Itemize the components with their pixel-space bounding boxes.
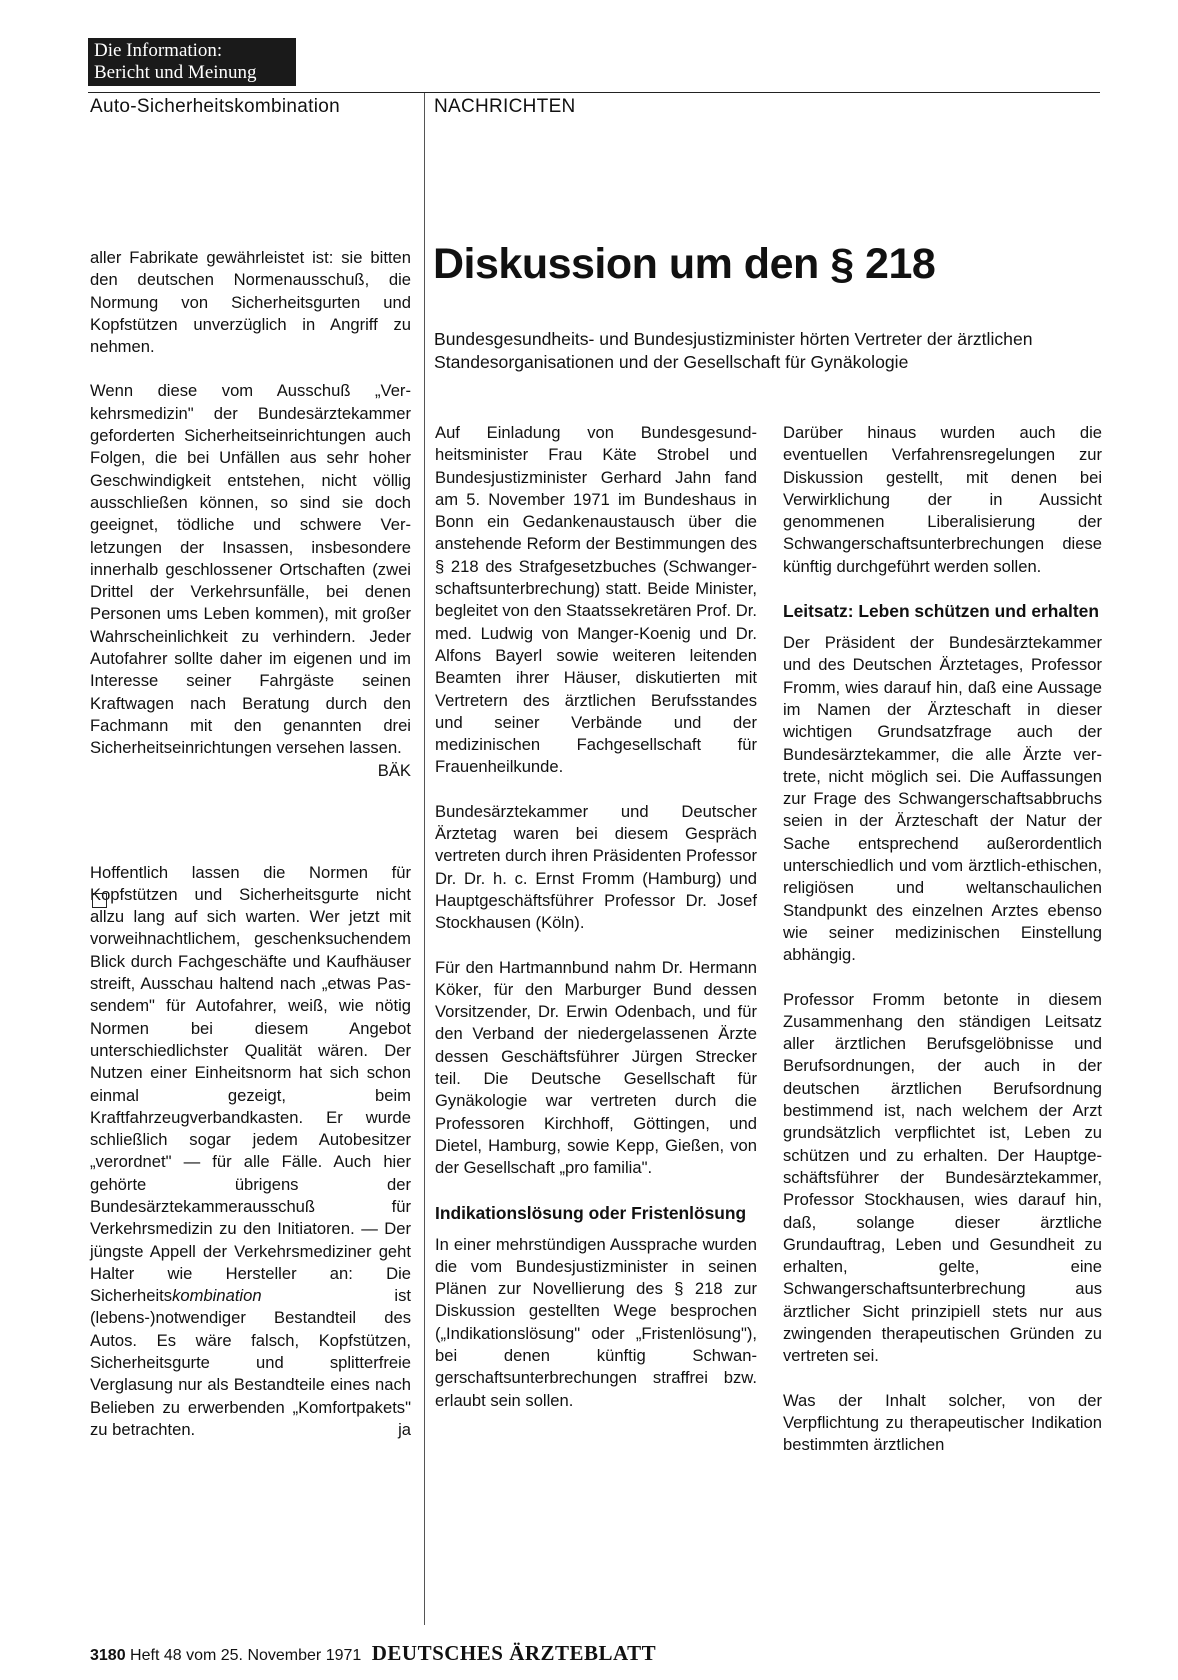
left-paragraph-2-text: Wenn diese vom Ausschuß „Verkehrsmedizin" der Bundesärztekammer geforderten Sicherheitseinrichtungen auch Folgen, die bei Unfällen aus sehr hoher Geschwindigkeit entstehen, nicht völlig ausschließen können, so sind sie doch geeignet, tödliche und schwere Verletzungen der Insassen, insbesondere innerhalb geschlossener Ortschaften (zwei Drittel der Verkehrsunfälle, bei denen Personen ums Leben kommen), mit großer Wahrscheinlichkeit zu verhindern. Jeder Autofahrer sollte daher im eigenen und im Interesse seiner Fahrgäste seinen Kraftwagen nach Beratung durch den Fachmann mit den genannten drei Sicherheitseinrichtungen versehen lassen. <box>90 381 411 758</box>
left-paragraph-3-emphasis: kombination <box>172 1286 262 1306</box>
article-subtitle: Bundesgesundheits- und Bundesjustizminister hörten Vertreter der ärztlichen Standesorganisationen und der Gesellschaft für Gynäkologie <box>434 329 1033 372</box>
left-paragraph-3-a: Hoffentlich lassen die Normen für Kopfstützen und Sicherheitsgurte nicht allzu lang auf sich warten. Wer jetzt mit vorweihnachtlichem, geschenksuchendem Blick durch Fachgeschäfte und Kaufhäuser streift, Ausschau haltend nach „etwas Passendem" für Autofahrer, weiß, wie nötig Normen bei diesem Angebot unterschiedlichster Qualität wären. Der Nutzen einer Einheitsnorm hat sich schon einmal gezeigt, beim Kraftfahrzeugverbandkasten. Er wurde schließlich sogar jedem Autobesitzer „verordnet" — für alle Fälle. Auch hier gehörte übrigens der Bundesärztekammerausschuß für Verkehrsmedizin zu den Initiatoren. — Der jüngste Appell der Verkehrsmediziner geht Halter wie Hersteller an: Die Sicherheits <box>90 862 411 1306</box>
subheading-leitsatz: Leitsatz: Leben schützen und erhalten <box>783 601 1099 622</box>
left-column <box>90 247 411 1463</box>
magazine-name: DEUTSCHES ÄRZTEBLATT <box>371 1641 657 1665</box>
page-footer <box>90 1641 656 1666</box>
rubric-box <box>88 38 296 86</box>
right-paragraph-1: Darüber hinaus wurden auch die eventuellen Verfahrensregelungen zur Diskussion gestellt, mit denen bei Verwirklichung der in Aussicht genommenen Liberalisierung der Schwangerschaftsunterbrechungen diese künftig durchgeführt werden sollen. <box>783 423 1102 576</box>
left-paragraph-3 <box>90 862 411 1442</box>
top-rule <box>88 92 1100 93</box>
left-paragraph-3-b: ist (lebens-)notwendiger Bestandteil des Autos. Es wäre falsch, Kopfstützen, Sicherheitsgurte und splitterfreie Verglasung nur als Bestandteile eines nach Belieben zu erwerbenden „Komfortpakets" zu betrachten. <box>90 1286 411 1439</box>
right-paragraph-2: Der Präsident der Bundesärztekammer und des Deutschen Ärztetages, Professor Fromm, wies darauf hin, daß eine Aussage im Namen der Ärzteschaft in dieser wichtigen Grundsatzfrage auch der Bundesärztekammer, die alle Ärzte vertrete, nicht möglich sei. Die Auffassungen zur Frage des Schwangerschaftsabbruchs seien in der Ärzteschaft der Natur der Sache entsprechend außerordentlich unterschiedlich und vom ärztlich-ethischen, religiösen und weltanschaulichen Standpunkt des einzelnen Arztes ebenso wie seiner medizinischen Einstellung abhängig. <box>783 633 1102 965</box>
column-divider <box>424 93 425 1625</box>
left-paragraph-2 <box>90 380 411 780</box>
middle-paragraph-4: In einer mehrstündigen Aussprache wurden die vom Bundesjustizminister in seinen Plänen zur Novellierung des § 218 zur Diskussion gestellten Wege besprochen („Indikationslösung" oder „Fristenlösung"), bei denen künftig Schwangerschaftsunterbrechungen straffrei bzw. erlaubt sein sollen. <box>435 1234 757 1410</box>
right-paragraph-3: Professor Fromm betonte in diesem Zusammenhang den ständigen Leitsatz aller ärztlichen Berufsgelöbnisse und Berufsordnungen, der auch in der deutschen ärztlichen Berufsordnung bestimmend ist, nach welchem der Arzt grundsätzlich verpflichtet ist, Leben zu schützen und zu erhalten. Der Hauptgeschäftsführer der Bundesärztekammer, Professor Stockhausen, wies darauf hin, daß, solange dieser ärztliche Grundauftrag, Leben und Gesundheit zu erhalten, gelte, eine Schwangerschaftsunterbrechung aus ärztlicher Sicht prinzipiell stets nur aus zwingenden therapeutischen Gründen zu vertreten sei. <box>783 989 1102 1366</box>
right-paragraph-4: Was der Inhalt solcher, von der Verpflichtung zu therapeutischer Indikation bestimmten ärztlichen <box>783 1390 1102 1455</box>
spacer <box>90 782 411 862</box>
left-paragraph-3-end: ja <box>398 1419 411 1439</box>
middle-paragraph-3: Für den Hartmannbund nahm Dr. Hermann Köker, für den Marburger Bund dessen Vorsitzender, Dr. Erwin Odenbach, und für den Verband der niedergelassenen Ärzte dessen Geschäftsführer Jürgen Strecker teil. Die Deutsche Gesellschaft für Gynäkologie war vertreten durch die Professoren Kirchhoff, Göttingen, und Dietel, Hamburg, sowie Kepp, Gießen, von der Gesellschaft „pro familia". <box>435 957 757 1178</box>
middle-column <box>435 422 757 1434</box>
middle-paragraph-2: Bundesärztekammer und Deutscher Ärztetag waren bei diesem Gespräch vertreten durch ihren Präsidenten Professor Dr. Dr. h. c. Ernst Fromm (Hamburg) und Hauptgeschäftsführer Professor Dr. Josef Stockhausen (Köln). <box>435 801 757 933</box>
page-number: 3180 <box>90 1647 126 1664</box>
section-label-right: NACHRICHTEN <box>434 96 576 117</box>
left-paragraph-1: aller Fabrikate gewährleistet ist: sie bitten den deutschen Normenausschuß, die Normung von Sicherheitsgurten und Kopfstützen unverzüglich in Angriff zu nehmen. <box>90 248 411 357</box>
rubric-line-2: Bericht und Meinung <box>94 62 257 83</box>
article-title: Diskussion um den § 218 <box>433 240 936 288</box>
issue-info: Heft 48 vom 25. November 1971 <box>130 1647 362 1664</box>
subheading-indikation: Indikationslösung oder Fristenlösung <box>435 1202 747 1223</box>
middle-paragraph-1: Auf Einladung von Bundesgesundheitsminister Frau Käte Strobel und Bundesjustizminister Gerhard Jahn fand am 5. November 1971 im Bundeshaus in Bonn ein Gedankenaustausch über die anstehende Reform der Bestimmungen des § 218 des Strafgesetzbuches (Schwangerschaftsunterbrechung) statt. Beide Minister, begleitet von den Staatssekretären Prof. Dr. med. Ludwig von Manger-Koenig und Dr. Alfons Bayerl sowie weiteren leitenden Beamten ihrer Häuser, diskutierten mit Vertretern des ärztlichen Berufsstandes und seiner Verbände und der medizinischen Fachgesellschaft für Frauenheilkunde. <box>435 423 757 777</box>
section-label-left: Auto-Sicherheitskombination <box>90 96 340 117</box>
rubric-line-1: Die Information: <box>94 40 223 61</box>
signature-baek: BÄK <box>377 760 411 780</box>
right-column <box>783 422 1102 1478</box>
square-box-icon <box>92 893 107 908</box>
